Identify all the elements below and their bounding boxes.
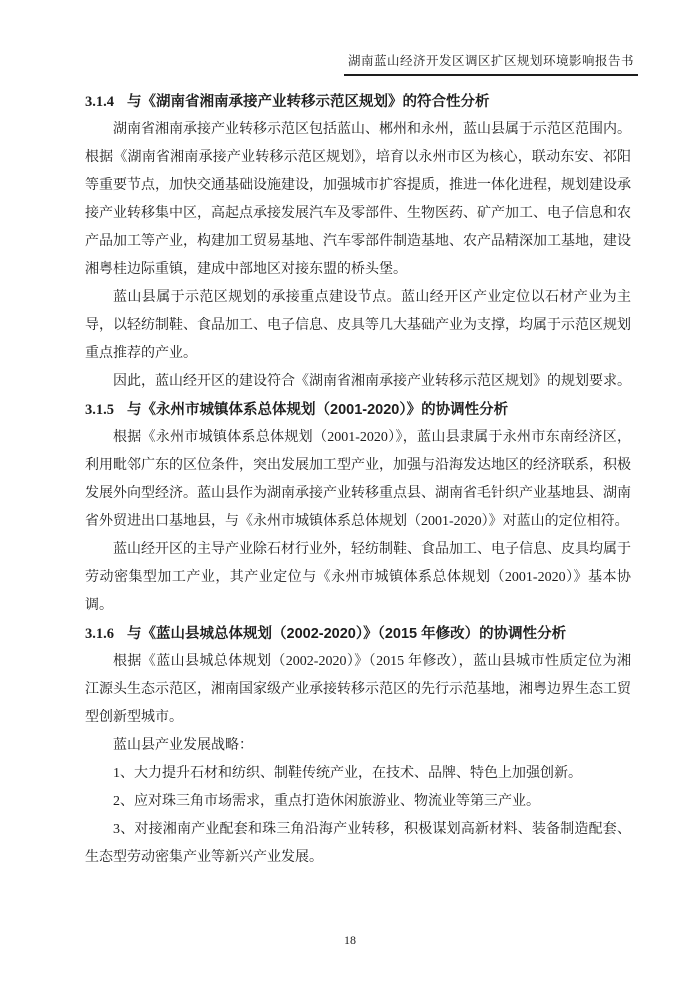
paragraph: 根据《永州市城镇体系总体规划（2001-2020）》，蓝山县隶属于永州市东南经济区，利用毗邻广东的区位条件，突出发展加工型产业，加强与沿海发达地区的经济联系，积极发展外向型经济。蓝山县作为湖南承接产业转移重点县、湖南省毛针织产业基地县、湖南省外贸进出口基地县，与《永州市城镇体系总体规划（2001-2020）》对蓝山的定位相符。	[85, 430, 631, 529]
section-title: 与《湖南省湘南承接产业转移示范区规划》的符合性分析	[127, 94, 490, 110]
paragraph: 蓝山经开区的主导产业除石材行业外，轻纺制鞋、食品加工、电子信息、皮具均属于劳动密集型加工产业，其产业定位与《永州市城镇体系总体规划（2001-2020）》基本协调。	[85, 542, 631, 613]
running-header-title: 湖南蓝山经济开发区调区扩区规划环境影响报告书	[344, 52, 638, 76]
section-number: 3.1.5	[85, 402, 114, 418]
page-header	[85, 52, 638, 76]
section-heading-3-1-5	[85, 396, 631, 424]
list-item-paragraph: 2、应对珠三角市场需求，重点打造休闲旅游业、物流业等第三产业。	[113, 794, 540, 809]
section-heading-3-1-4	[85, 88, 631, 116]
paragraph: 根据《蓝山县城总体规划（2002-2020）》（2015 年修改），蓝山县城市性质定位为湘江源头生态示范区，湘南国家级产业承接转移示范区的先行示范基地，湘粤边界生态工贸型创新型城市。	[85, 654, 631, 725]
page-footer	[0, 932, 700, 948]
paragraph: 因此，蓝山经开区的建设符合《湖南省湘南承接产业转移示范区规划》的规划要求。	[113, 374, 631, 389]
paragraph: 蓝山县属于示范区规划的承接重点建设节点。蓝山经开区产业定位以石材产业为主导，以轻纺制鞋、食品加工、电子信息、皮具等几大基础产业为支撑，均属于示范区规划重点推荐的产业。	[85, 290, 631, 361]
list-item-paragraph: 3、对接湘南产业配套和珠三角沿海产业转移，积极谋划高新材料、装备制造配套、生态型劳动密集产业等新兴产业发展。	[85, 822, 631, 865]
document-body	[85, 88, 631, 872]
section-heading-3-1-6	[85, 620, 631, 648]
section-number: 3.1.4	[85, 94, 114, 110]
section-number: 3.1.6	[85, 626, 114, 642]
paragraph: 湖南省湘南承接产业转移示范区包括蓝山、郴州和永州，蓝山县属于示范区范围内。根据《湖南省湘南承接产业转移示范区规划》，培育以永州市区为核心，联动东安、祁阳等重要节点，加快交通基础设施建设，加强城市扩容提质，推进一体化进程，规划建设承接产业转移集中区，高起点承接发展汽车及零部件、生物医药、矿产加工、电子信息和农产品加工等产业，构建加工贸易基地、汽车零部件制造基地、农产品精深加工基地，建设湘粤桂边际重镇，建成中部地区对接东盟的桥头堡。	[85, 122, 631, 277]
paragraph: 蓝山县产业发展战略：	[113, 738, 253, 753]
section-title: 与《蓝山县城总体规划（2002-2020）》（2015 年修改）的协调性分析	[127, 626, 567, 642]
page-number: 18	[344, 933, 356, 947]
section-title: 与《永州市城镇体系总体规划（2001-2020）》的协调性分析	[127, 402, 509, 418]
list-item-paragraph: 1、大力提升石材和纺织、制鞋传统产业，在技术、品牌、特色上加强创新。	[113, 766, 582, 781]
